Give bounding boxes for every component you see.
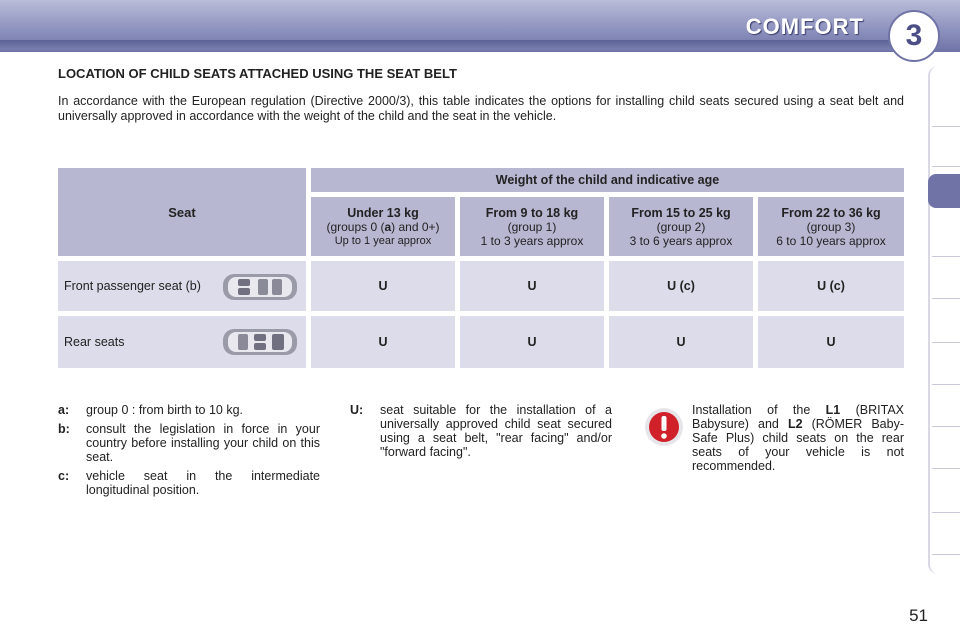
group-subtitle: (group 2) <box>656 219 706 234</box>
group-header-3 <box>758 197 904 256</box>
table-cell: U (c) <box>758 261 904 311</box>
car-front-seat-icon <box>222 271 298 303</box>
table-cell: U <box>609 316 753 368</box>
warning-exclamation-icon <box>644 407 684 447</box>
side-tab-active[interactable] <box>928 174 960 208</box>
footnote-a: a: group 0 : from birth to 10 kg. <box>58 403 244 417</box>
header-accent <box>0 40 900 50</box>
seat-header-label: Seat <box>168 204 196 220</box>
car-rear-seat-icon <box>222 326 298 358</box>
table-cell: U <box>311 316 455 368</box>
group-header-2 <box>609 197 753 256</box>
warning-text: Installation of the L1 (BRITAX Babysure) and L2 (RÖMER Baby-Safe Plus) child seats on the rear seats of your vehicle is not recommended. <box>692 403 904 473</box>
group-title: From 22 to 36 kg <box>781 205 881 220</box>
group-title: From 15 to 25 kg <box>631 205 731 220</box>
chapter-number-badge: 3 <box>888 10 940 62</box>
page-number: 51 <box>909 606 928 625</box>
group-subtitle: (group 3) <box>806 219 856 234</box>
footnote-b: b: consult the legislation in force in your country before installing your child on this seat. <box>58 422 320 464</box>
group-title: From 9 to 18 kg <box>485 205 579 220</box>
row-seat-label: Front passenger seat (b) <box>64 279 201 293</box>
group-header-0 <box>311 197 455 256</box>
side-chapter-tabs <box>928 66 960 574</box>
row-label-front-passenger <box>58 261 306 311</box>
section-title: LOCATION OF CHILD SEATS ATTACHED USING THE SEAT BELT <box>58 66 457 81</box>
seat-column-header <box>58 168 306 256</box>
group-title: Under 13 kg <box>347 205 419 220</box>
intro-paragraph: In accordance with the European regulation (Directive 2000/3), this table indicates the options for installing child seats secured using a seat belt and universally approved in accordance with the weight of the child and the seat in the vehicle. <box>58 94 904 123</box>
footnotes <box>58 403 320 502</box>
footnote-u: U: seat suitable for the installation of a universally approved child seat secured using a seat belt, "rear facing" and/or "forward facing". <box>350 403 612 459</box>
group-subtitle: (groups 0 (a) and 0+) <box>326 219 440 234</box>
footnote-c: c: vehicle seat in the intermediate longitudinal position. <box>58 469 320 497</box>
group-header-1 <box>460 197 604 256</box>
group-age: 3 to 6 years approx <box>629 233 733 248</box>
group-age: Up to 1 year approx <box>334 234 432 247</box>
table-cell: U <box>460 261 604 311</box>
row-label-rear-seats <box>58 316 306 368</box>
weight-header-label: Weight of the child and indicative age <box>495 173 720 187</box>
weight-column-header <box>311 168 904 192</box>
table-cell: U <box>758 316 904 368</box>
table-cell: U <box>311 261 455 311</box>
table-cell: U <box>460 316 604 368</box>
table-cell: U (c) <box>609 261 753 311</box>
group-subtitle: (group 1) <box>507 219 557 234</box>
group-age: 1 to 3 years approx <box>480 233 584 248</box>
row-seat-label: Rear seats <box>64 335 125 349</box>
group-age: 6 to 10 years approx <box>776 233 886 248</box>
chapter-title: COMFORT <box>745 14 864 39</box>
